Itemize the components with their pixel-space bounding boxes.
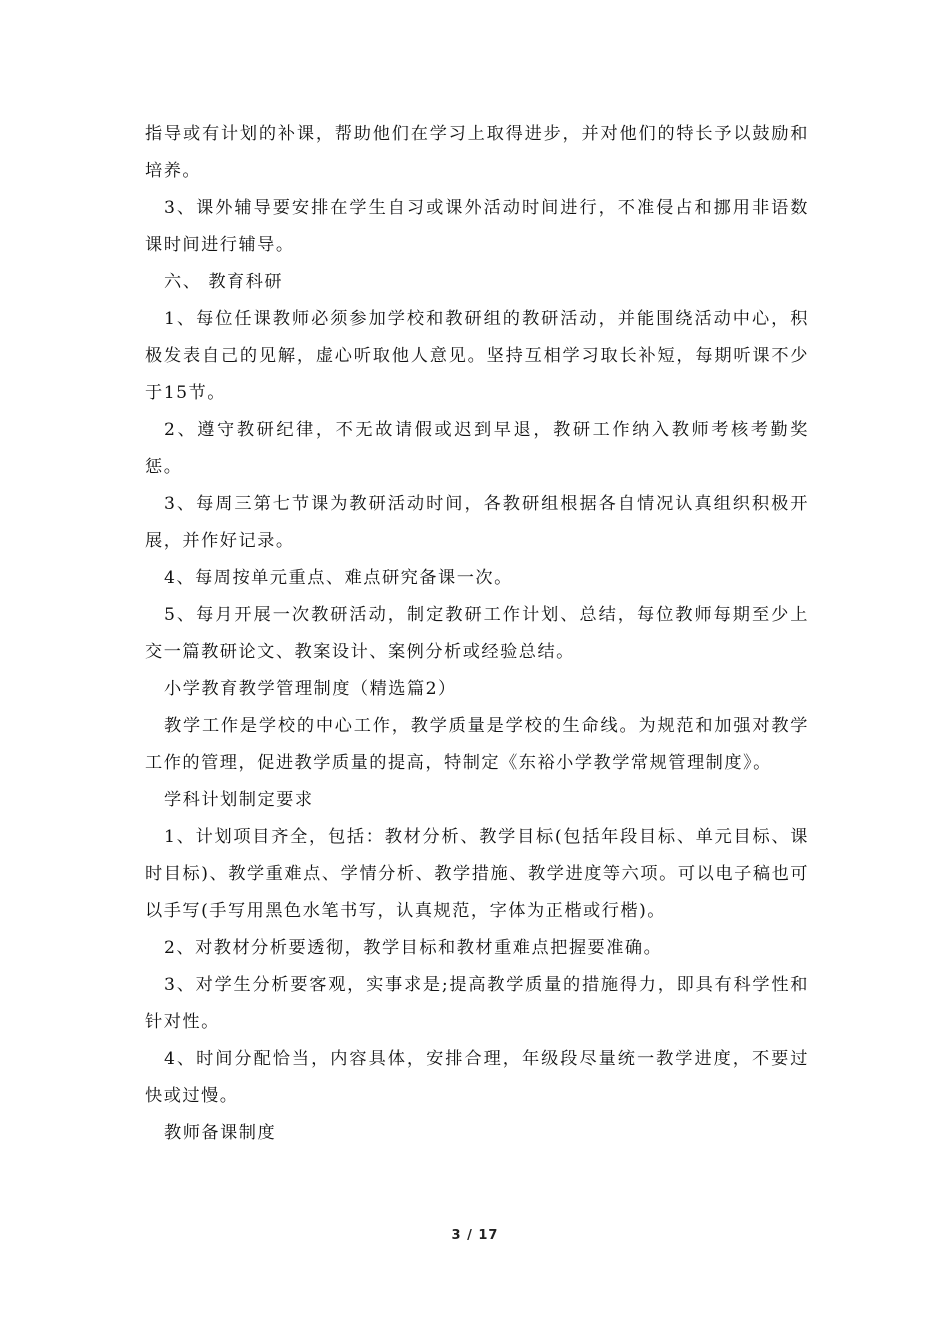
paragraph-research-item-1: 1、每位任课教师必须参加学校和教研组的教研活动，并能围绕活动中心，积极发表自己的见解，虚心听取他人意见。坚持互相学习取长补短，每期听课不少于15节。 <box>145 309 809 403</box>
page-number: 3 / 17 <box>451 1228 499 1243</box>
section-heading-subject-plan: 学科计划制定要求 <box>164 790 314 810</box>
paragraph-research-item-5: 5、每月开展一次教研活动，制定教研工作计划、总结，每位教师每期至少上交一篇教研论文、教案设计、案例分析或经验总结。 <box>145 605 809 662</box>
paragraph-plan-item-4: 4、时间分配恰当，内容具体，安排合理，年级段尽量统一教学进度，不要过快或过慢。 <box>145 1049 809 1106</box>
paragraph-research-item-4: 4、每周按单元重点、难点研究备课一次。 <box>164 568 513 588</box>
document-body <box>145 116 809 1152</box>
paragraph-plan-item-1: 1、计划项目齐全，包括：教材分析、教学目标(包括年段目标、单元目标、课时目标)、教学重难点、学情分析、教学措施、教学进度等六项。可以电子稿也可以手写(手写用黑色水笔书写，认真规范，字体为正楷或行楷)。 <box>145 827 809 921</box>
paragraph-research-item-2: 2、遵守教研纪律，不无故请假或迟到早退，教研工作纳入教师考核考勤奖惩。 <box>145 420 809 477</box>
paragraph-continuation: 指导或有计划的补课，帮助他们在学习上取得进步，并对他们的特长予以鼓励和培养。 <box>145 124 809 181</box>
paragraph-intro: 教学工作是学校的中心工作，教学质量是学校的生命线。为规范和加强对教学工作的管理，促进教学质量的提高，特制定《东裕小学教学常规管理制度》。 <box>145 716 809 773</box>
paragraph-plan-item-2: 2、对教材分析要透彻，教学目标和教材重难点把握要准确。 <box>164 938 663 958</box>
paragraph-item-3-tutoring: 3、课外辅导要安排在学生自习或课外活动时间进行，不准侵占和挪用非语数课时间进行辅导。 <box>145 198 809 255</box>
paragraph-research-item-3: 3、每周三第七节课为教研活动时间，各教研组根据各自情况认真组织积极开展，并作好记录。 <box>145 494 809 551</box>
section-heading-selected-2: 小学教育教学管理制度（精选篇2） <box>164 679 457 699</box>
paragraph-plan-item-3: 3、对学生分析要客观，实事求是;提高教学质量的措施得力，即具有科学性和针对性。 <box>145 975 809 1032</box>
section-heading-research: 六、 教育科研 <box>164 272 284 292</box>
section-heading-lesson-prep: 教师备课制度 <box>164 1123 277 1143</box>
